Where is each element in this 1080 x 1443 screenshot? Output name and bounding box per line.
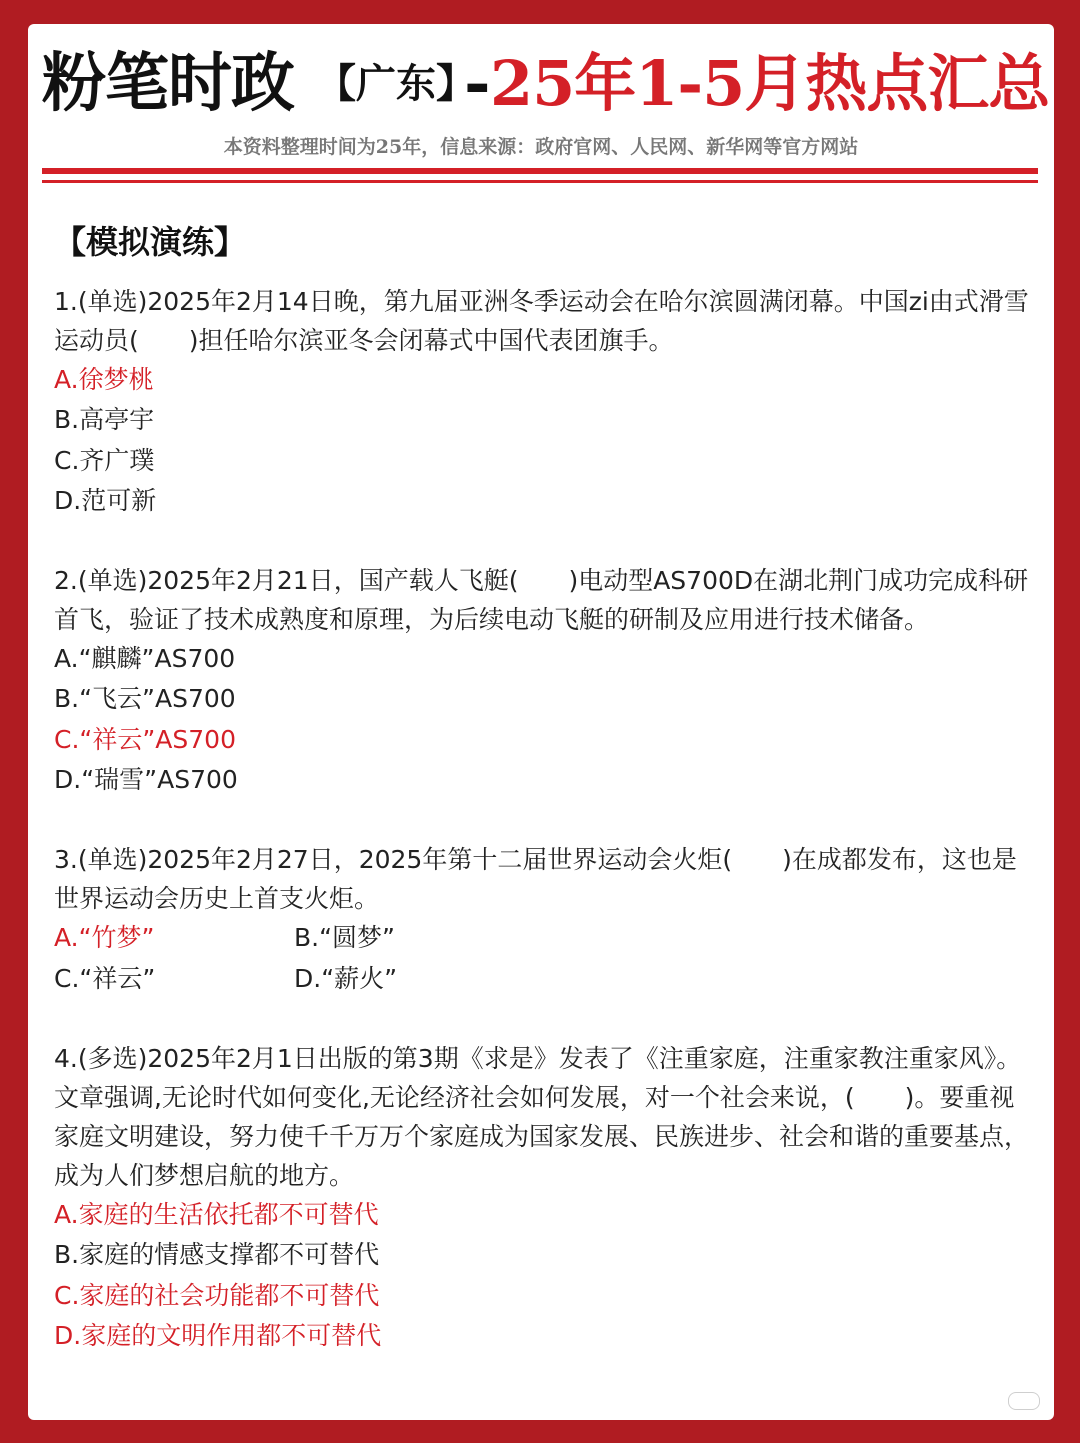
- option-row: [54, 918, 1034, 958]
- option-c: C.“祥云”AS700: [54, 724, 236, 754]
- header: [28, 40, 1054, 130]
- question-text: 4.(多选)2025年2月1日出版的第3期《求是》发表了《注重家庭，注重家教注重家风》。文章强调,无论时代如何变化,无论经济社会如何发展，对一个社会来说，( )。要重视家庭文明建设，努力使千千万万个家庭成为国家发展、民族进步、社会和谐的重要基点，成为人们梦想启航的地方。: [54, 1043, 1030, 1190]
- region-label: 【广东】: [316, 60, 476, 107]
- hot-topics-title: 25年1-5月热点汇总: [490, 47, 1050, 120]
- brand-title: 粉笔时政: [42, 46, 294, 121]
- watermark-logo: [1008, 1392, 1040, 1410]
- option-d: D.“薪火”: [294, 963, 398, 993]
- question-1: [54, 282, 1034, 521]
- question-4: [54, 1039, 1034, 1356]
- divider-thin: [42, 180, 1038, 183]
- content: [54, 218, 1034, 1396]
- option-d: D.“瑞雪”AS700: [54, 765, 238, 795]
- option-a: A.徐梦桃: [54, 365, 154, 394]
- option-b: B.“飞云”AS700: [54, 684, 236, 714]
- question-text: 2.(单选)2025年2月21日，国产载人飞艇( )电动型AS700D在湖北荆门成功完成科研首飞，验证了技术成熟度和原理，为后续电动飞艇的研制及应用进行技术储备。: [54, 566, 1029, 635]
- option-c: C.齐广璞: [54, 445, 155, 475]
- section-title: 【模拟演练】: [54, 223, 247, 261]
- option-d: D.家庭的文明作用都不可替代: [54, 1320, 382, 1350]
- option-a: A.“麒麟”AS700: [54, 644, 236, 674]
- question-3: [54, 840, 1034, 999]
- option-a: A.家庭的生活依托都不可替代: [54, 1199, 379, 1229]
- divider-thick: [42, 168, 1038, 174]
- option-row: [54, 959, 1034, 999]
- document-card: [28, 24, 1054, 1420]
- option-b: B.家庭的情感支撑都不可替代: [54, 1240, 380, 1270]
- question-2: [54, 561, 1034, 800]
- option-b: B.“圆梦”: [294, 923, 396, 953]
- option-c: C.“祥云”: [54, 963, 156, 993]
- source-subtitle: 本资料整理时间为25年，信息来源：政府官网、人民网、新华网等官方网站: [223, 136, 859, 158]
- option-b: B.高亭宇: [54, 405, 155, 435]
- option-d: D.范可新: [54, 485, 157, 515]
- option-c: C.家庭的社会功能都不可替代: [54, 1280, 380, 1310]
- option-a: A.“竹梦”: [54, 923, 155, 953]
- question-text: 1.(单选)2025年2月14日晚，第九届亚洲冬季运动会在哈尔滨圆满闭幕。中国zi由式滑雪运动员( )担任哈尔滨亚冬会闭幕式中国代表团旗手。: [54, 287, 1029, 355]
- question-text: 3.(单选)2025年2月27日，2025年第十二届世界运动会火炬( )在成都发布，这也是世界运动会历史上首支火炬。: [54, 845, 1017, 914]
- title-dash: -: [464, 46, 491, 121]
